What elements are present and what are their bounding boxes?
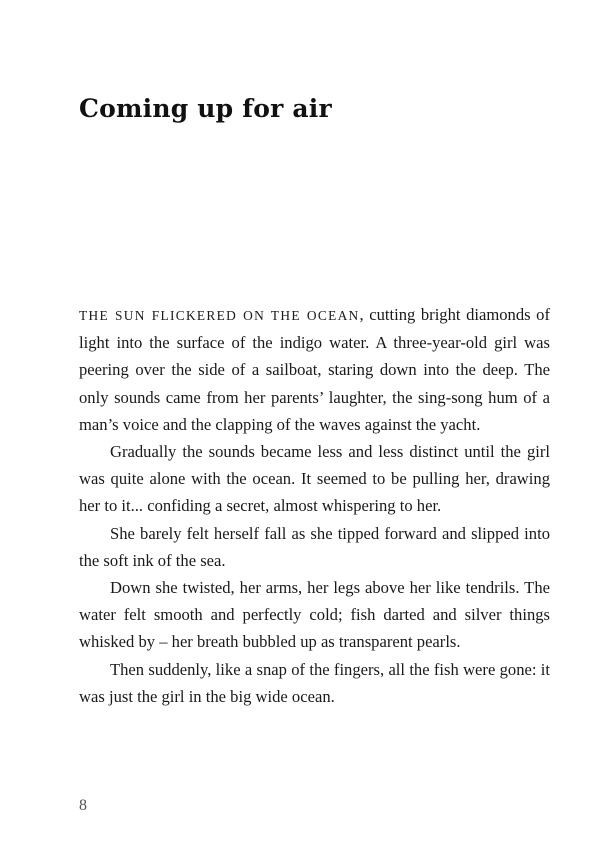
page-number: 8 bbox=[79, 797, 87, 814]
paragraph-1 bbox=[79, 301, 550, 438]
chapter-body bbox=[79, 301, 550, 710]
lead-in-small-caps: THE SUN FLICKERED ON THE OCEAN bbox=[79, 308, 360, 323]
chapter-title: Coming up for air bbox=[79, 94, 332, 123]
paragraph-4: Down she twisted, her arms, her legs above her like tendrils. The water felt smooth and perfectly cold; fish darted and silver things whisked by – her breath bubbled up as transparent pearls. bbox=[79, 578, 550, 652]
paragraph-3: She barely felt herself fall as she tipped forward and slipped into the soft ink of the sea. bbox=[79, 523, 550, 570]
paragraph-1-text: , cutting bright diamonds of light into the surface of the indigo water. A three-year-old girl was peering over the side of a sailboat, staring down into the deep. The only sounds came from her parents’ laughter, the sing-song hum of a man’s voice and the clapping of the waves against the yacht. bbox=[79, 305, 550, 434]
paragraph-2: Gradually the sounds became less and less distinct until the girl was quite alone with the ocean. It seemed to be pulling her, drawing her to it... confiding a secret, almost whispering to her. bbox=[79, 442, 550, 516]
paragraph-5: Then suddenly, like a snap of the fingers, all the fish were gone: it was just the girl in the big wide ocean. bbox=[79, 659, 550, 706]
